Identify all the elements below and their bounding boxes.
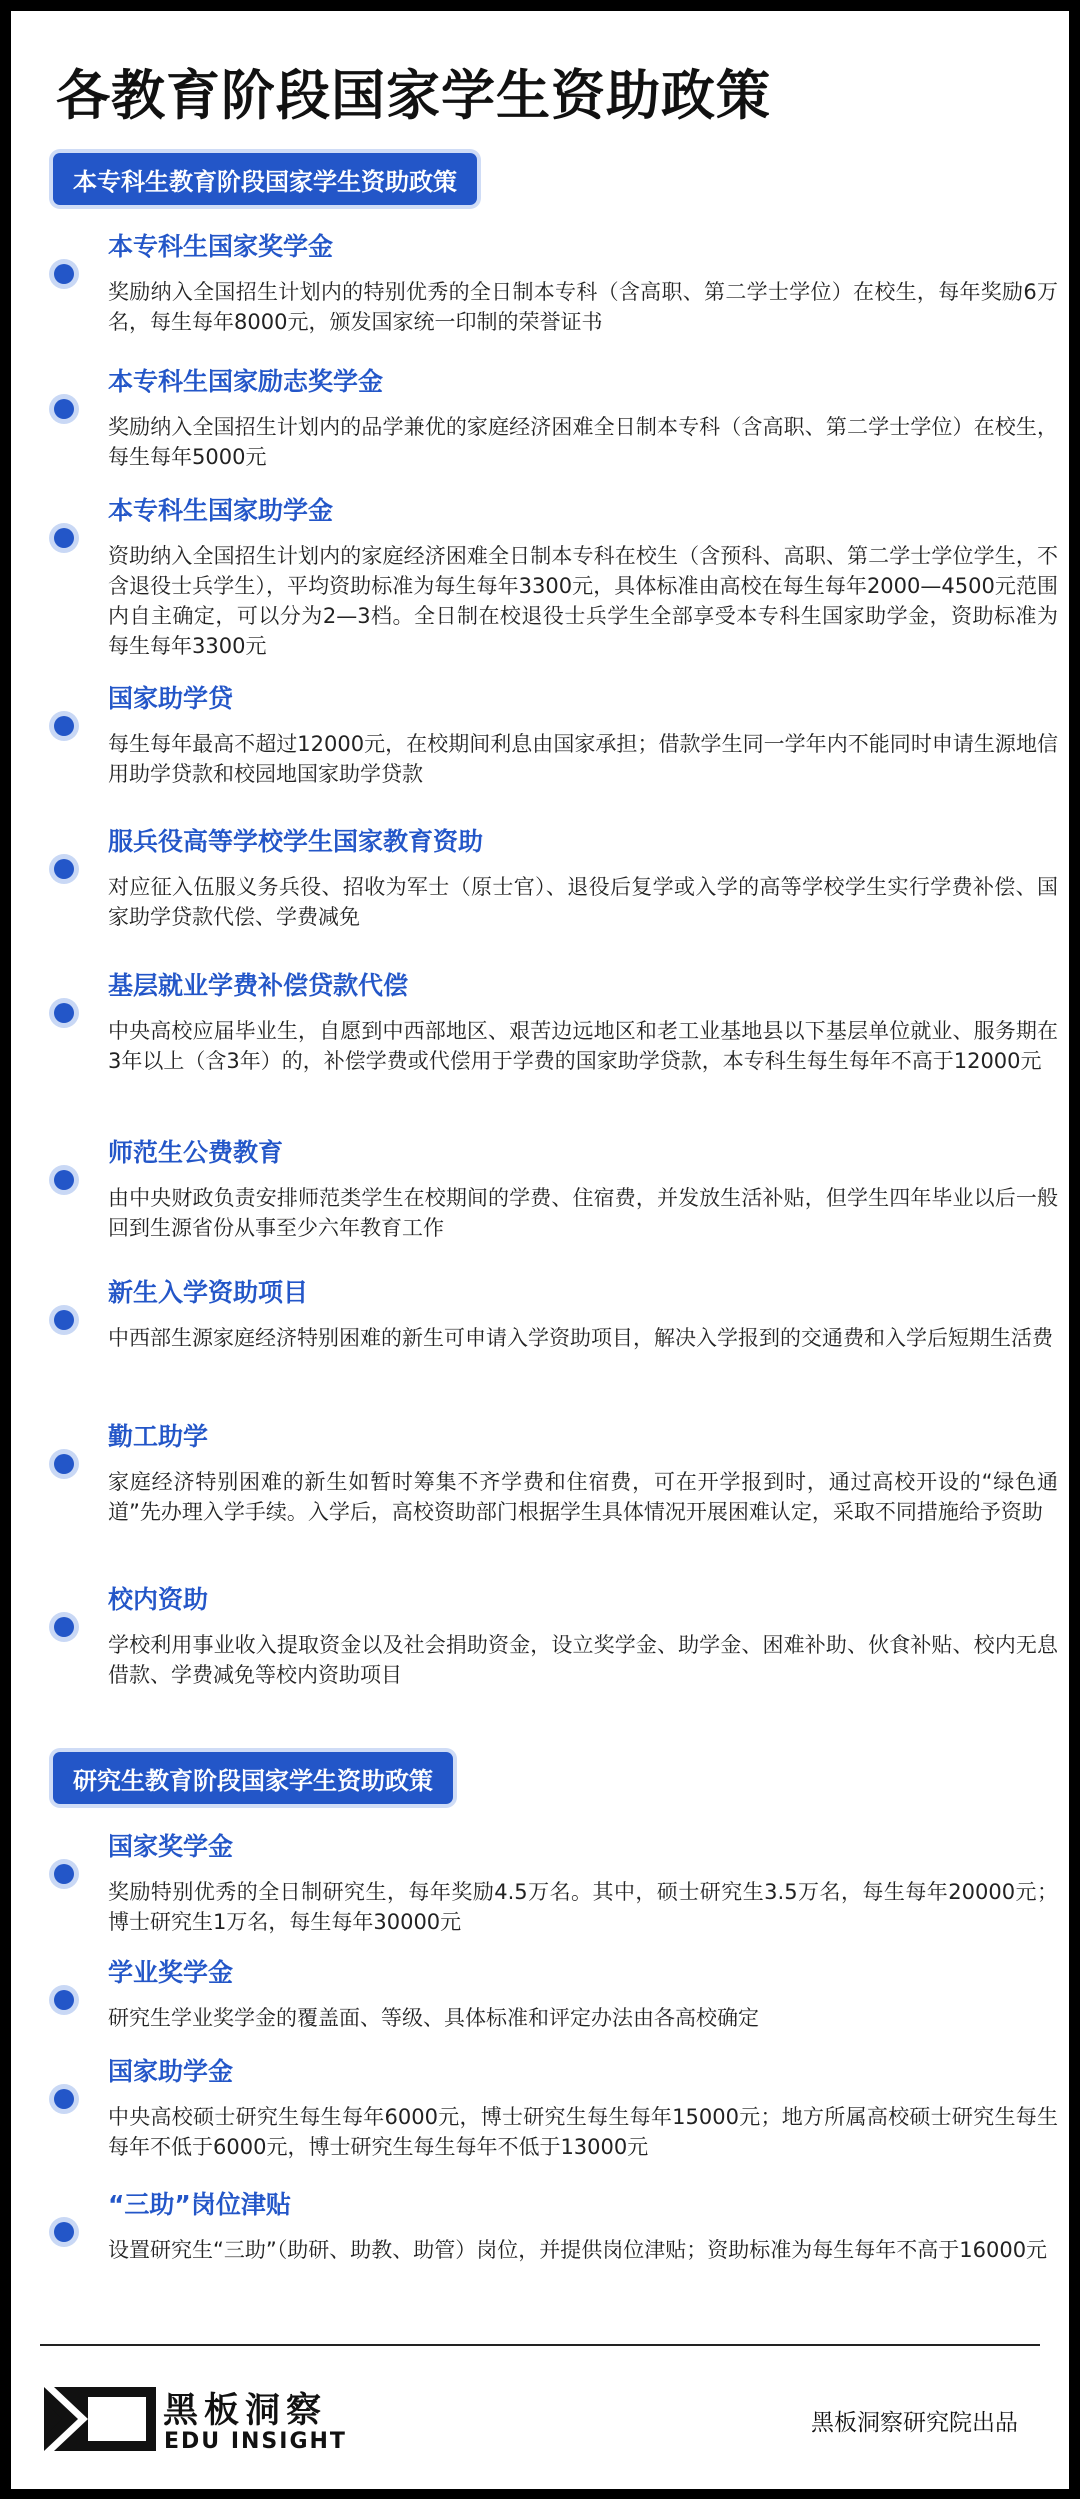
bullet-dot-icon [54, 1170, 74, 1190]
policy-description: 奖励纳入全国招生计划内的特别优秀的全日制本专科（含高职、第二学士学位）在校生，每年奖励6万名，每生每年8000元，颁发国家统一印制的荣誉证书 [108, 280, 1058, 334]
bullet-dot-icon [54, 2089, 74, 2109]
section-heading-graduate: 研究生教育阶段国家学生资助政策 [53, 1752, 453, 1804]
bullet-dot-icon [54, 1310, 74, 1330]
bullet-dot-icon [54, 1990, 74, 2010]
policy-title: 本专科生国家奖学金 [108, 232, 334, 261]
bullet-dot-icon [54, 399, 74, 419]
page-title: 各教育阶段国家学生资助政策 [56, 64, 771, 127]
policy-description: 奖励特别优秀的全日制研究生，每年奖励4.5万名。其中，硕士研究生3.5万名，每生每年20000元；博士研究生1万名，每生每年30000元 [108, 1880, 1058, 1934]
policy-title: 国家助学金 [108, 2057, 234, 2086]
bullet-dot-icon [54, 1003, 74, 1023]
policy-description: 学校利用事业收入提取资金以及社会捐助资金，设立奖学金、助学金、困难补助、伙食补贴、校内无息借款、学费减免等校内资助项目 [108, 1633, 1058, 1687]
policy-description: 研究生学业奖学金的覆盖面、等级、具体标准和评定办法由各高校确定 [108, 2006, 759, 2030]
bullet-dot-icon [54, 716, 74, 736]
policy-title: 勤工助学 [108, 1422, 209, 1451]
policy-title: 本专科生国家励志奖学金 [108, 367, 384, 396]
policy-description: 由中央财政负责安排师范类学生在校期间的学费、住宿费，并发放生活补贴，但学生四年毕业以后一般回到生源省份从事至少六年教育工作 [108, 1186, 1058, 1240]
policy-title: “三助”岗位津贴 [108, 2190, 291, 2219]
policy-title: 校内资助 [108, 1585, 209, 1614]
policy-title: 新生入学资助项目 [108, 1278, 309, 1307]
policy-title: 服兵役高等学校学生国家教育资助 [108, 827, 484, 856]
policy-description: 家庭经济特别困难的新生如暂时筹集不齐学费和住宿费，可在开学报到时，通过高校开设的“绿色通道”先办理入学手续。入学后，高校资助部门根据学生具体情况开展困难认定，采取不同措施给予资助 [108, 1470, 1058, 1524]
bullet-dot-icon [54, 859, 74, 879]
brand-name-english: EDU INSIGHT [164, 2429, 347, 2454]
policy-title: 国家助学贷 [108, 684, 234, 713]
publisher-credit: 黑板洞察研究院出品 [811, 2410, 1018, 2436]
policy-title: 师范生公费教育 [108, 1138, 284, 1167]
policy-title: 国家奖学金 [108, 1832, 234, 1861]
policy-description: 中央高校应届毕业生，自愿到中西部地区、艰苦边远地区和老工业基地县以下基层单位就业、服务期在3年以上（含3年）的，补偿学费或代偿用于学费的国家助学贷款，本专科生每生每年不高于12000元 [108, 1019, 1058, 1073]
policy-title: 基层就业学费补偿贷款代偿 [108, 971, 409, 1000]
bullet-dot-icon [54, 1454, 74, 1474]
bullet-dot-icon [54, 1617, 74, 1637]
brand-name: 黑板洞察 [163, 2391, 328, 2431]
bullet-dot-icon [54, 264, 74, 284]
policy-description: 对应征入伍服义务兵役、招收为军士（原士官）、退役后复学或入学的高等学校学生实行学费补偿、国家助学贷款代偿、学费减免 [108, 875, 1058, 929]
policy-title: 学业奖学金 [108, 1958, 234, 1987]
policy-description: 每生每年最高不超过12000元，在校期间利息由国家承担；借款学生同一学年内不能同时申请生源地信用助学贷款和校园地国家助学贷款 [108, 732, 1058, 786]
section-heading-undergraduate: 本专科生教育阶段国家学生资助政策 [53, 153, 477, 205]
policy-description: 奖励纳入全国招生计划内的品学兼优的家庭经济困难全日制本专科（含高职、第二学士学位）在校生，每生每年5000元 [108, 415, 1058, 469]
policy-title: 本专科生国家助学金 [108, 496, 334, 525]
footer-divider [40, 2344, 1040, 2346]
bullet-dot-icon [54, 1864, 74, 1884]
policy-description: 中央高校硕士研究生每生每年6000元，博士研究生每生每年15000元；地方所属高校硕士研究生每生每年不低于6000元，博士研究生每生每年不低于13000元 [108, 2105, 1058, 2159]
policy-description: 中西部生源家庭经济特别困难的新生可申请入学资助项目，解决入学报到的交通费和入学后短期生活费 [108, 1326, 1053, 1350]
policy-description: 设置研究生“三助”（助研、助教、助管）岗位，并提供岗位津贴；资助标准为每生每年不高于16000元 [108, 2238, 1048, 2262]
bullet-dot-icon [54, 528, 74, 548]
bullet-dot-icon [54, 2222, 74, 2242]
poster [11, 11, 1069, 2489]
policy-description: 资助纳入全国招生计划内的家庭经济困难全日制本专科在校生（含预科、高职、第二学士学位学生，不含退役士兵学生），平均资助标准为每生每年3300元，具体标准由高校在每生每年2000—4500元范围内自主确定，可以分为2—3档。全日制在校退役士兵学生全部享受本专科生国家助学金，资助标准为每生每年3300元 [108, 544, 1058, 658]
edu-insight-logo-icon [44, 2387, 156, 2451]
